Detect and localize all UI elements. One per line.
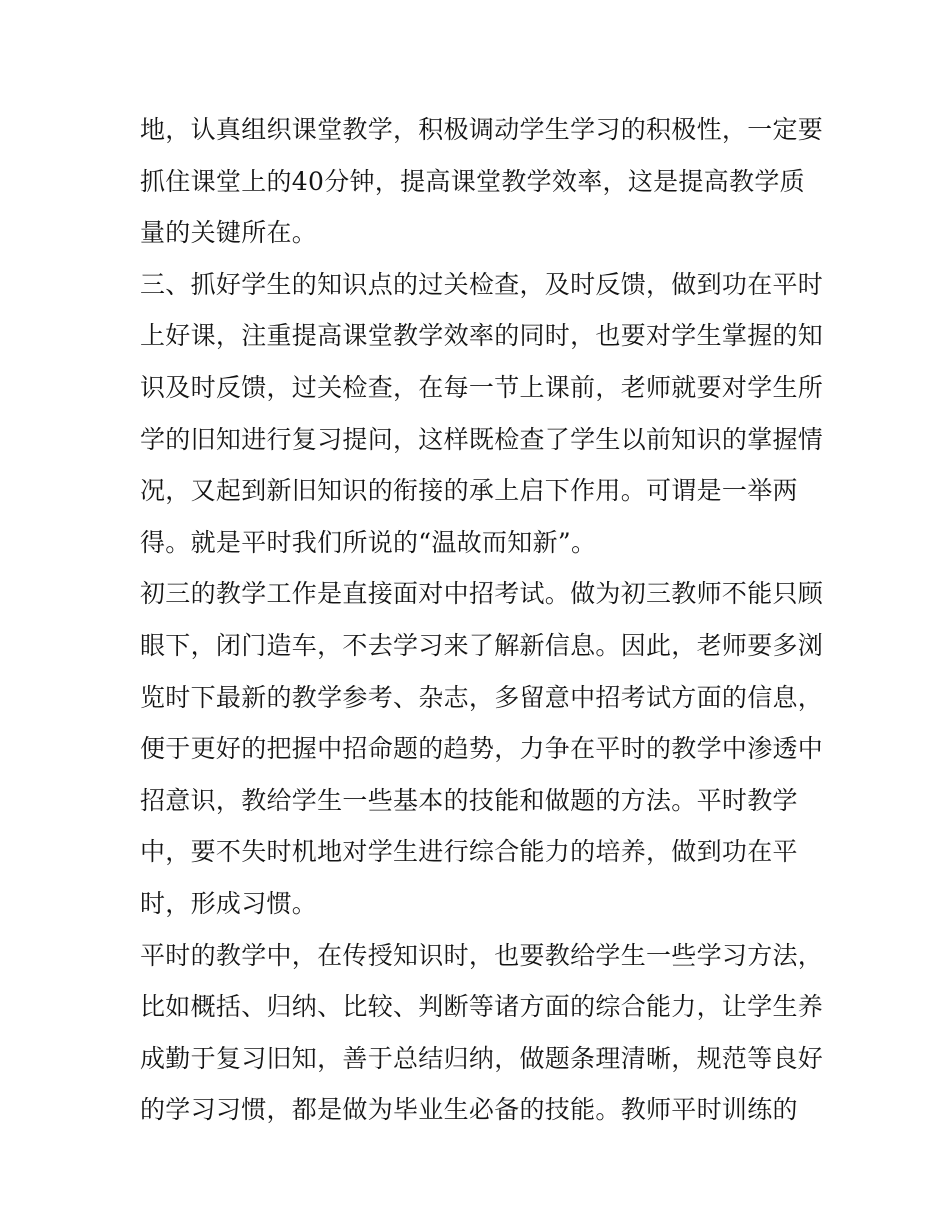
text-line: 况，又起到新旧知识的衔接的承上启下作用。可谓是一举两 [140, 476, 798, 506]
text-line: 便于更好的把握中招命题的趋势，力争在平时的教学中渗透中 [140, 734, 824, 764]
text-line: 三、抓好学生的知识点的过关检查，及时反馈，做到功在平时 [140, 269, 824, 299]
body-text [140, 108, 830, 1140]
text-line: 览时下最新的教学参考、杂志，多留意中招考试方面的信息， [140, 682, 824, 712]
text-line: 抓住课堂上的40分钟，提高课堂教学效率，这是提高教学质 [140, 166, 805, 196]
text-line: 得。就是平时我们所说的“温故而知新”。 [140, 527, 597, 557]
text-line: 平时的教学中，在传授知识时，也要教给学生一些学习方法， [140, 940, 824, 970]
text-line: 中，要不失时机地对学生进行综合能力的培养，做到功在平 [140, 837, 798, 867]
text-line: 量的关键所在。 [140, 218, 318, 248]
text-line: 学的旧知进行复习提问，这样既检查了学生以前知识的掌握情 [140, 424, 824, 454]
text-line: 的学习习惯，都是做为毕业生必备的技能。教师平时训练的 [140, 1095, 798, 1125]
text-line: 成勤于复习旧知，善于总结归纳，做题条理清晰，规范等良好 [140, 1043, 824, 1073]
text-line: 上好课，注重提高课堂教学效率的同时，也要对学生掌握的知 [140, 321, 824, 351]
text-line: 初三的教学工作是直接面对中招考试。做为初三教师不能只顾 [140, 579, 824, 609]
text-line: 地，认真组织课堂教学，积极调动学生学习的积极性，一定要 [140, 115, 824, 144]
text-line: 时，形成习惯。 [140, 888, 318, 918]
text-line: 识及时反馈，过关检查，在每一节上课前，老师就要对学生所 [140, 372, 824, 402]
text-line: 比如概括、归纳、比较、判断等诸方面的综合能力，让学生养 [140, 992, 824, 1022]
text-line: 眼下，闭门造车，不去学习来了解新信息。因此，老师要多浏 [140, 630, 824, 660]
text-line: 招意识，教给学生一些基本的技能和做题的方法。平时教学 [140, 785, 798, 815]
